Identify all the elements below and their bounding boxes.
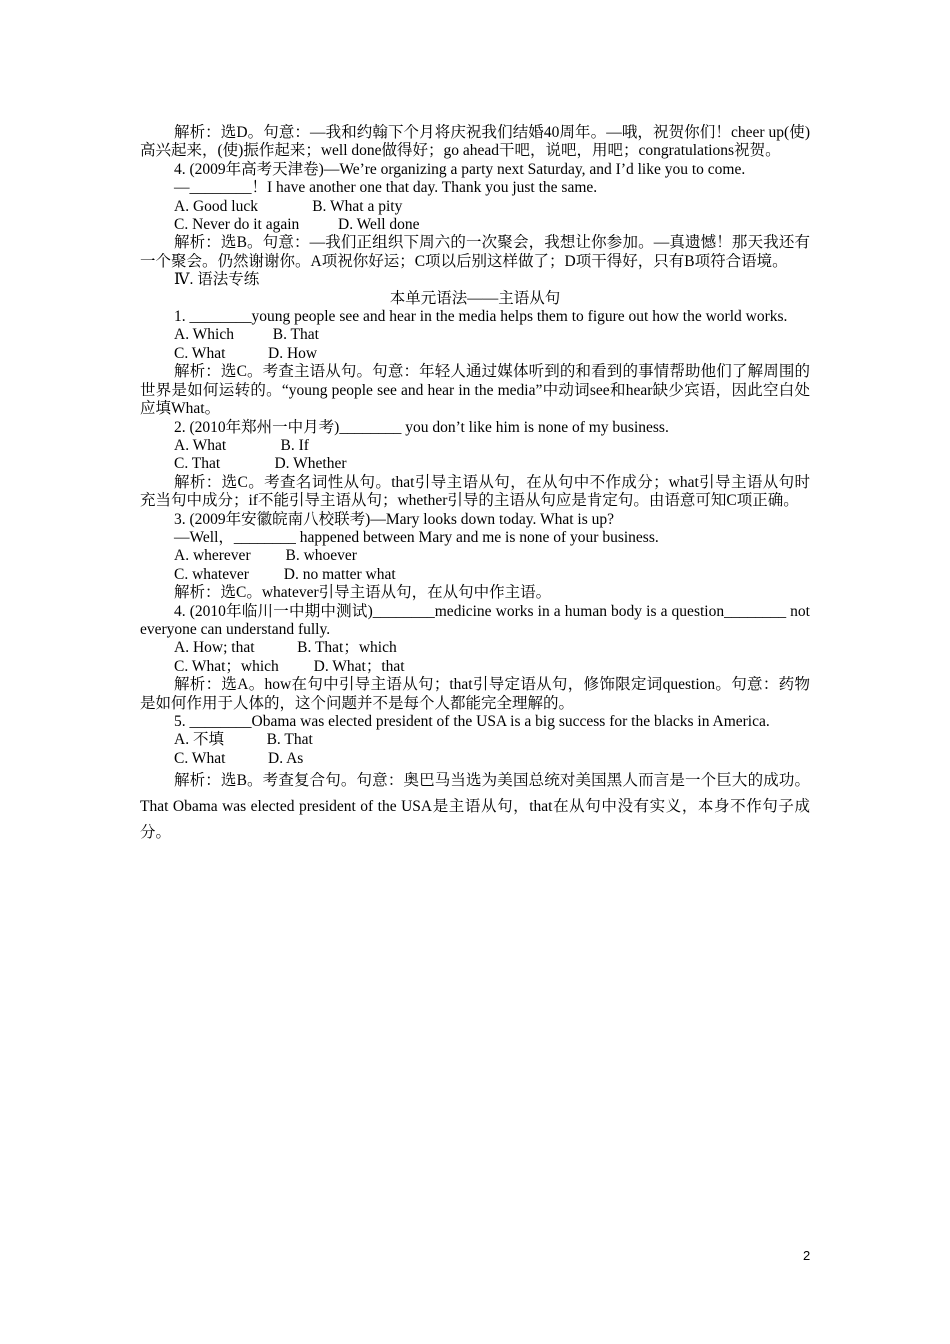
grammar-4-options-ab: A. How; that B. That；which (174, 639, 397, 657)
grammar-5-stem: 5. ________Obama was elected president of the USA is a big success for the blacks in America. (174, 713, 770, 730)
section-title: 本单元语法——主语从句 (389, 289, 561, 307)
document-body (140, 124, 810, 846)
grammar-4-explanation: 解析：选A。how在句中引导主语从句；that引导定语从句，修饰限定词question。句意：药物是如何作用于人体的，这个问题并不是每个人都能完全理解的。 (140, 676, 810, 712)
question-4-options-ab: A. Good luck B. What a pity (174, 197, 403, 215)
grammar-4-options-cd: C. What；which D. What；that (174, 657, 405, 675)
section-heading: Ⅳ. 语法专练 (174, 271, 260, 289)
grammar-3-options-ab: A. wherever B. whoever (174, 547, 357, 565)
question-4-stem: 4. (2009年高考天津卷)—We’re organizing a party next Saturday, and I’d like you to come. (174, 160, 746, 178)
grammar-2-stem: 2. (2010年郑州一中月考)________ you don’t like him is none of my business. (174, 418, 669, 436)
grammar-2-options-ab: A. What B. If (174, 436, 309, 454)
grammar-5-explanation: 解析：选B。考查复合句。句意：奥巴马当选为美国总统对美国黑人而言是一个巨大的成功。That Obama was elected president of the USA是主语从句，that在从句中没有实义，本身不作句子成分。 (140, 772, 810, 842)
grammar-1-options-cd: C. What D. How (174, 344, 318, 362)
grammar-1-stem: 1. ________young people see and hear in the media helps them to figure out how the world works. (174, 308, 788, 326)
grammar-2-explanation: 解析：选C。考查名词性从句。that引导主语从句，在从句中不作成分；what引导主语从句时充当句中成分；if不能引导主语从句；whether引导的主语从句应是肯定句。由语意可知C项正确。 (140, 473, 810, 510)
grammar-1-explanation: 解析：选C。考查主语从句。句意：年轻人通过媒体听到的和看到的事情帮助他们了解周围的世界是如何运转的。“young people see and hear in the media”中动词see和hear缺少宾语，因此空白处应填What。 (140, 363, 810, 418)
grammar-3-stem: 3. (2009年安徽皖南八校联考)—Mary looks down today. What is up? (174, 510, 614, 528)
explanation-d: 解析：选D。句意：—我和约翰下个月将庆祝我们结婚40周年。—哦，祝贺你们！cheer up(使)高兴起来，(使)振作起来；well done做得好；go ahead干吧，说吧，用吧；congratulations祝贺。 (140, 124, 810, 160)
question-4-stem-2: —________！I have another one that day. Thank you just the same. (174, 179, 598, 197)
grammar-1-options-ab: A. Which B. That (174, 326, 319, 344)
question-4-explanation: 解析：选B。句意：—我们正组织下周六的一次聚会，我想让你参加。—真遗憾！那天我还有一个聚会。仍然谢谢你。A项祝你好运；C项以后别这样做了；D项干得好，只有B项符合语境。 (140, 234, 810, 270)
grammar-2-options-cd: C. That D. Whether (174, 455, 347, 473)
question-4-options-cd: C. Never do it again D. Well done (174, 216, 420, 234)
page-number: 2 (803, 1248, 811, 1263)
grammar-3-explanation: 解析：选C。whatever引导主语从句，在从句中作主语。 (174, 584, 552, 602)
grammar-5-options-cd: C. What D. As (174, 749, 304, 767)
grammar-4-stem: 4. (2010年临川一中期中测试)________medicine works in a human body is a question________ not everyone can understand fully. (140, 602, 810, 638)
grammar-3-stem-2: —Well，________ happened between Mary and me is none of your business. (174, 528, 659, 546)
grammar-3-options-cd: C. whatever D. no matter what (174, 565, 396, 583)
grammar-5-options-ab: A. 不填 B. That (174, 731, 313, 749)
